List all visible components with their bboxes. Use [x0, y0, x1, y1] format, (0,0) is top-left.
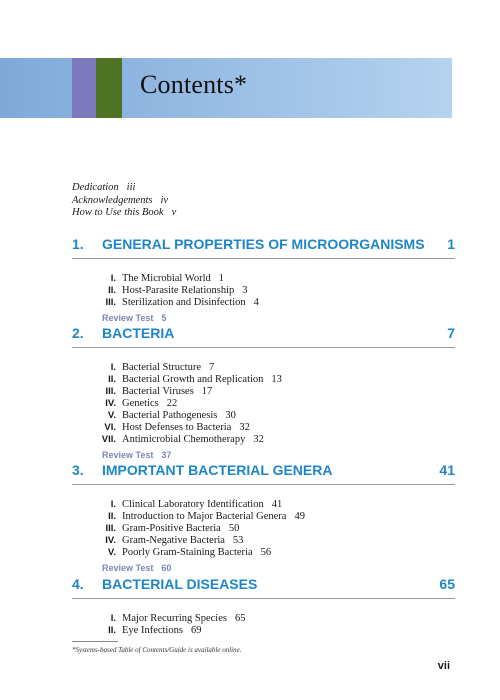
section-item[interactable]	[72, 362, 455, 374]
section-title: Poorly Gram-Staining Bacteria	[122, 547, 253, 558]
chapter-heading[interactable]	[72, 325, 455, 348]
section-roman: III.	[105, 386, 116, 397]
front-matter-item	[72, 207, 176, 220]
section-item[interactable]	[72, 374, 455, 386]
footnote: *Systems-based Table of Contents/Guide is available online.	[72, 646, 242, 654]
section-page: 4	[253, 297, 259, 308]
section-roman: I.	[110, 499, 116, 510]
section-title: Bacterial Growth and Replication	[122, 374, 264, 385]
footnote-rule	[72, 641, 118, 642]
chapter-title: IMPORTANT BACTERIAL GENERA	[102, 462, 333, 478]
section-roman: II.	[108, 285, 116, 296]
section-page: 56	[260, 547, 272, 558]
review-label: Review Test	[102, 313, 154, 323]
review-page: 37	[161, 450, 172, 460]
section-item[interactable]	[72, 273, 455, 285]
front-matter-label: Acknowledgements	[72, 194, 153, 206]
section-page: 32	[253, 434, 264, 445]
front-matter-item	[72, 195, 176, 208]
chapter-page: 1	[447, 236, 455, 252]
section-title: Gram-Positive Bacteria	[122, 523, 221, 534]
section-title: Genetics	[122, 398, 159, 409]
section-item[interactable]	[72, 625, 455, 637]
chapter-number: 3.	[72, 462, 84, 478]
section-page: 17	[201, 386, 213, 397]
section-item[interactable]	[72, 523, 455, 535]
chapter-title: BACTERIA	[102, 325, 175, 341]
section-item[interactable]	[72, 535, 455, 547]
purple-stripe	[72, 58, 96, 118]
section-item[interactable]	[72, 499, 455, 511]
section-roman: IV.	[105, 398, 116, 409]
section-roman: VI.	[104, 422, 116, 433]
page-title: Contents*	[140, 70, 248, 99]
section-roman: I.	[110, 362, 116, 373]
front-matter-item	[72, 182, 176, 195]
section-roman: IV.	[105, 535, 116, 546]
chapter-heading[interactable]	[72, 462, 455, 485]
section-title: Bacterial Viruses	[122, 386, 194, 397]
review-test-link[interactable]	[102, 563, 455, 573]
section-page: 32	[239, 422, 250, 433]
section-title: Antimicrobial Chemotherapy	[122, 434, 246, 445]
section-page: 69	[190, 625, 202, 636]
section-title: Major Recurring Species	[122, 613, 227, 624]
chapter-3	[72, 462, 455, 573]
chapter-title: GENERAL PROPERTIES OF MICROORGANISMS	[102, 236, 425, 252]
chapter-number: 4.	[72, 576, 84, 592]
section-page: 49	[294, 511, 305, 522]
review-test-link[interactable]	[102, 313, 455, 323]
section-title: Introduction to Major Bacterial Genera	[122, 511, 287, 522]
chapter-number: 1.	[72, 236, 84, 252]
section-page: 30	[225, 410, 236, 421]
section-page: 13	[271, 374, 282, 385]
section-page: 22	[166, 398, 178, 409]
section-title: Sterilization and Disinfection	[122, 297, 246, 308]
section-page: 3	[242, 285, 248, 296]
chapter-title: BACTERIAL DISEASES	[102, 576, 258, 592]
chapter-page: 41	[439, 462, 455, 478]
chapter-heading[interactable]	[72, 236, 455, 259]
section-item[interactable]	[72, 434, 455, 446]
section-title: Eye Infections	[122, 625, 183, 636]
review-page: 5	[161, 313, 167, 323]
section-roman: V.	[107, 410, 116, 421]
section-roman: VII.	[101, 434, 116, 445]
front-matter-label: How to Use this Book	[72, 207, 164, 218]
section-item[interactable]	[72, 547, 455, 559]
review-page: 60	[161, 563, 172, 573]
section-list	[72, 499, 455, 559]
review-label: Review Test	[102, 450, 154, 460]
section-title: Host Defenses to Bacteria	[122, 422, 232, 433]
chapter-page: 7	[447, 325, 455, 341]
section-page: 53	[232, 535, 244, 546]
front-matter-page: v	[171, 207, 177, 218]
front-matter-page: iii	[126, 182, 136, 193]
chapter-2	[72, 325, 455, 460]
section-list	[72, 362, 455, 446]
chapter-4	[72, 576, 455, 637]
section-title: The Microbial World	[122, 273, 211, 284]
green-stripe	[96, 58, 122, 118]
section-page: 7	[209, 362, 215, 373]
front-matter-page: iv	[160, 194, 169, 206]
section-title: Bacterial Pathogenesis	[122, 410, 218, 421]
section-roman: III.	[105, 523, 116, 534]
section-list	[72, 613, 455, 637]
section-list	[72, 273, 455, 309]
chapter-page: 65	[439, 576, 455, 592]
front-matter-label: Dedication	[72, 182, 119, 193]
section-item[interactable]	[72, 297, 455, 309]
section-title: Gram-Negative Bacteria	[122, 535, 225, 546]
section-title: Host-Parasite Relationship	[122, 285, 235, 296]
section-roman: I.	[110, 273, 116, 284]
section-page: 1	[218, 273, 225, 284]
section-roman: V.	[107, 547, 116, 558]
section-title: Bacterial Structure	[122, 362, 202, 373]
section-item[interactable]	[72, 410, 455, 422]
section-item[interactable]	[72, 613, 455, 625]
section-item[interactable]	[72, 285, 455, 297]
chapter-heading[interactable]	[72, 576, 455, 599]
review-label: Review Test	[102, 563, 154, 573]
section-roman: I.	[110, 613, 116, 624]
section-item[interactable]	[72, 386, 455, 398]
section-roman: II.	[108, 511, 116, 522]
page-number: vii	[437, 660, 450, 672]
section-item[interactable]	[72, 511, 455, 523]
chapter-number: 2.	[72, 325, 84, 341]
section-title: Clinical Laboratory Identification	[122, 499, 264, 510]
front-matter	[72, 182, 176, 220]
section-page: 50	[228, 523, 240, 534]
review-test-link[interactable]	[102, 450, 455, 460]
section-page: 41	[271, 499, 283, 510]
section-item[interactable]	[72, 398, 455, 410]
section-item[interactable]	[72, 422, 455, 434]
section-roman: II.	[108, 374, 116, 385]
section-roman: II.	[108, 625, 116, 636]
section-page: 65	[234, 613, 246, 624]
section-roman: III.	[105, 297, 116, 308]
chapter-1	[72, 236, 455, 323]
